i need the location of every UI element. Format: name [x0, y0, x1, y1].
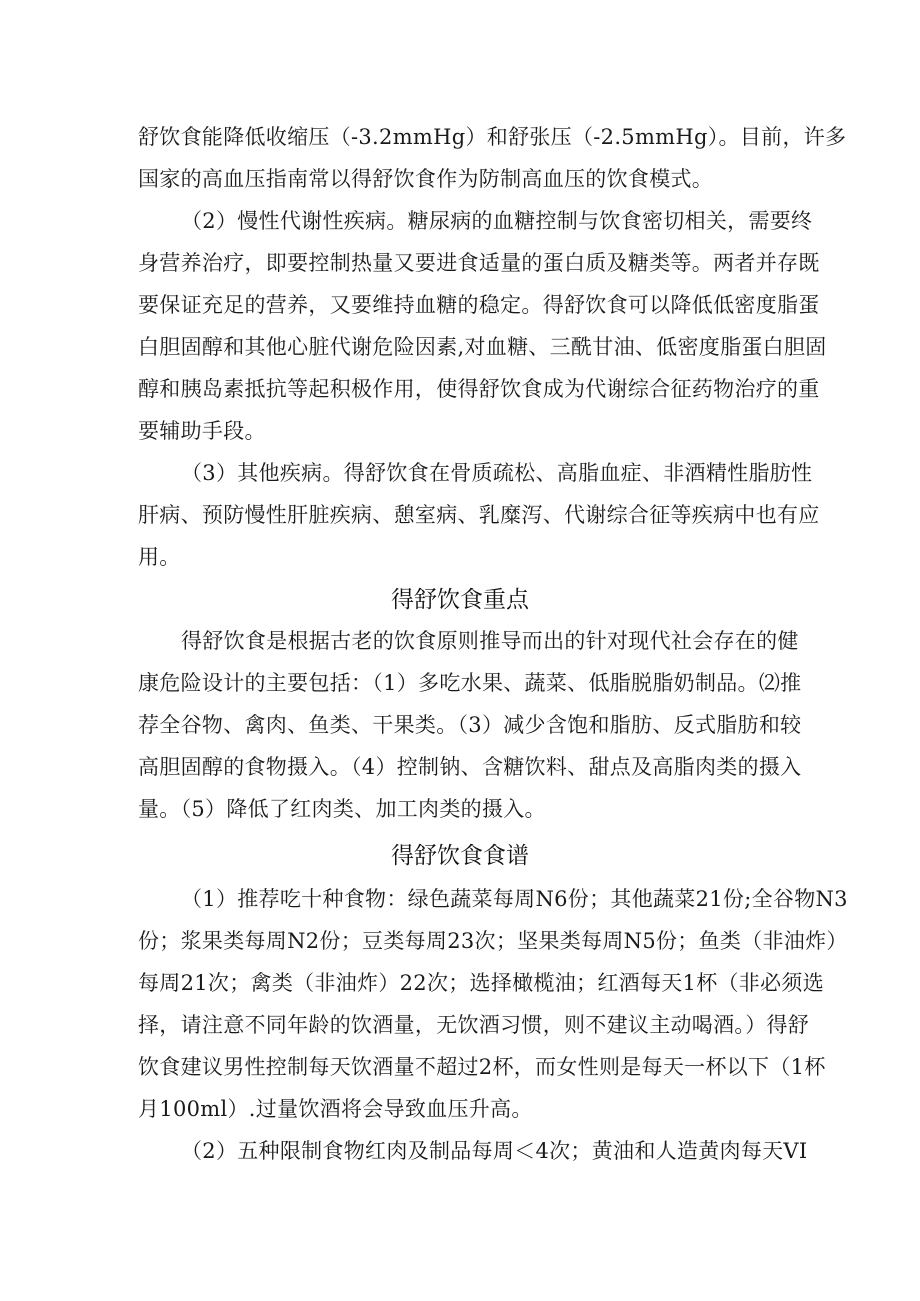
text-line: 身营养治疗，即要控制热量又要进食适量的蛋白质及糖类等。两者并存既 [138, 251, 820, 275]
text-line: 醇和胰岛素抵抗等起积极作用，使得舒饮食成为代谢综合征药物治疗的重 [138, 377, 820, 401]
text-line: 国家的高血压指南常以得舒饮食作为防制高血压的饮食模式。 [138, 167, 714, 191]
text-line: 荐全谷物、禽肉、鱼类、干果类。（3）减少含饱和脂肪、反式脂肪和较 [138, 713, 802, 737]
text-line: 用。 [138, 545, 181, 569]
text-line: 高胆固醇的食物摄入。（4）控制钠、含糖饮料、甜点及高脂肉类的摄入 [138, 755, 802, 779]
paragraph-first-line: （1）推荐吃十种食物：绿色蔬菜每周N6份；其他蔬菜21份;全谷物N3 [181, 887, 848, 911]
text-line: 肝病、预防慢性肝脏疾病、憩室病、乳糜泻、代谢综合征等疾病中也有应 [138, 503, 820, 527]
text-line: 白胆固醇和其他心脏代谢危险因素,对血糖、三酰甘油、低密度脂蛋白胆固 [138, 335, 827, 359]
text-line: 要辅助手段。 [138, 419, 266, 443]
text-line: 饮食建议男性控制每天饮酒量不超过2杯，而女性则是每天一杯以下（1杯 [138, 1055, 826, 1079]
text-line: 择，请注意不同年龄的饮酒量，无饮酒习惯，则不建议主动喝酒。）得舒 [138, 1013, 810, 1037]
text-line: 量。（5）降低了红肉类、加工肉类的摄入。 [138, 797, 546, 821]
text-line: 份；浆果类每周N2份；豆类每周23次；坚果类每周N5份；鱼类（非油炸） [138, 929, 848, 953]
text-line: 月100ml）.过量饮酒将会导致血压升高。 [138, 1097, 533, 1121]
text-line: 要保证充足的营养，又要维持血糖的稳定。得舒饮食可以降低低密度脂蛋 [138, 293, 820, 317]
text-line: 康危险设计的主要包括：（1）多吃水果、蔬菜、低脂脱脂奶制品。⑵推 [138, 671, 802, 695]
section-heading-key-points: 得舒饮食重点 [391, 587, 529, 613]
paragraph-first-line: （3）其他疾病。得舒饮食在骨质疏松、高脂血症、非酒精性脂肪性 [181, 461, 813, 485]
paragraph-first-line: （2）慢性代谢性疾病。糖尿病的血糖控制与饮食密切相关，需要终 [181, 209, 813, 233]
section-heading-recipes: 得舒饮食食谱 [391, 843, 529, 869]
text-line: 舒饮食能降低收缩压（-3.2mmHg）和舒张压（-2.5mmHg）。目前，许多 [138, 125, 847, 149]
text-line: 每周21次；禽类（非油炸）22次；选择橄榄油；红酒每天1杯（非必须选 [138, 971, 825, 995]
paragraph-first-line: （2）五种限制食物红肉及制品每周＜4次；黄油和人造黄肉每天VI [181, 1139, 808, 1163]
paragraph-first-line: 得舒饮食是根据古老的饮食原则推导而出的针对现代社会存在的健 [181, 629, 799, 653]
